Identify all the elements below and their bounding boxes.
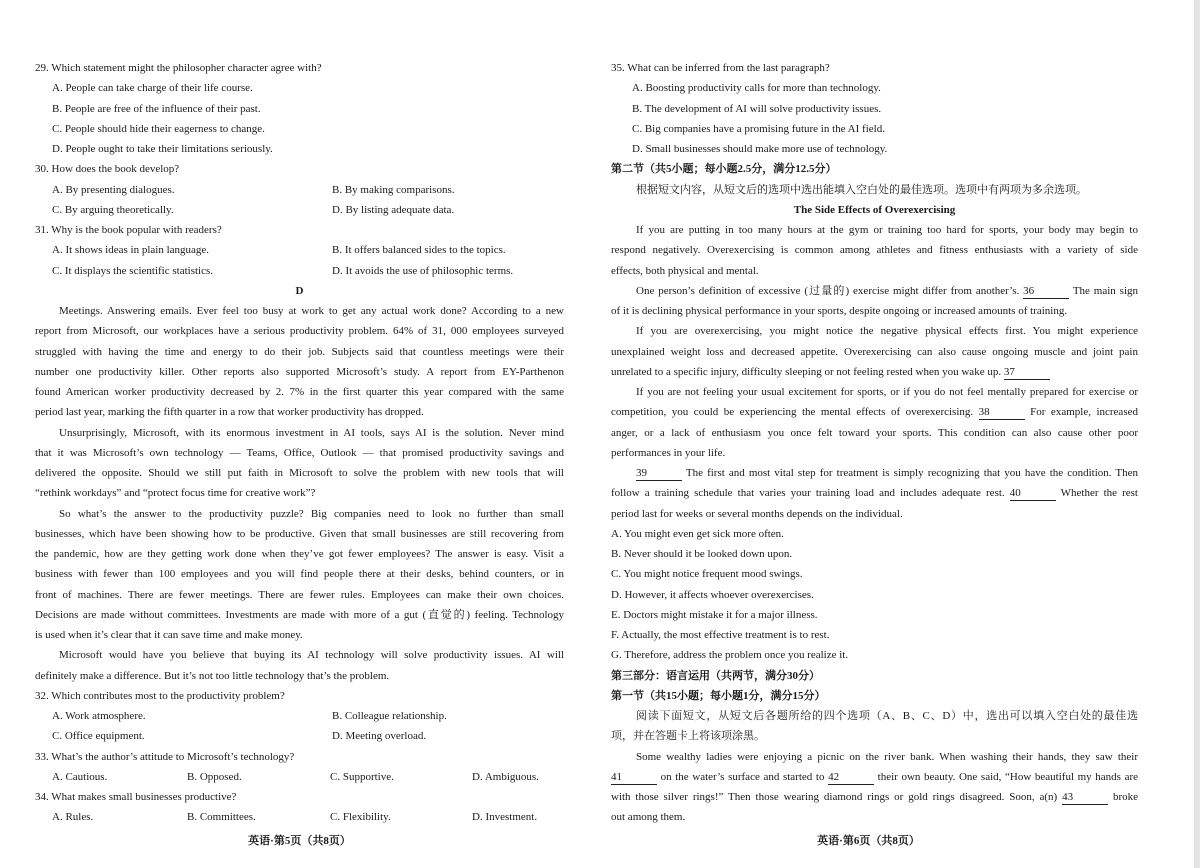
text-line: businesses, which have been showing how to be productive. Given that small businesses are still recovering from: [35, 527, 564, 540]
passage-paragraph: [611, 463, 1138, 524]
text-segment: unrelated to a specific injury, difficulty sleeping or not feeling rested when you wake up.: [611, 365, 1004, 378]
answer-option: A. It shows ideas in plain language.: [52, 244, 210, 257]
text-line: is used when it’s clear that it can save time and make money.: [35, 629, 303, 641]
section-heading: 第一节（共15小题；每小题1分，满分15分）: [611, 689, 826, 702]
option-row: [35, 200, 564, 220]
passage-paragraph: [35, 504, 564, 646]
choice-list: [611, 524, 1138, 666]
text-line: period last for weeks or several months depends on the individual.: [611, 507, 903, 520]
text-line: out among them.: [611, 811, 686, 824]
option-row: [35, 261, 564, 281]
text-line: period last year, marking the fifth quarter in a row that worker productivity has dropped.: [35, 406, 424, 419]
text-line: 根据短文内容，从短文后的选项中选出能填入空白处的最佳选项。选项中有两项为多余选项。: [636, 183, 1087, 196]
question-33: [35, 747, 564, 788]
answer-blank: 43: [1062, 791, 1108, 805]
answer-option: A. Rules.: [52, 811, 94, 824]
question-stem: 32. Which contributes most to the productivity problem?: [35, 689, 285, 702]
passage-paragraph: [611, 220, 1138, 281]
answer-option: B. Colleague relationship.: [332, 710, 447, 722]
answer-blank: 41: [611, 771, 657, 785]
option-row: [35, 767, 564, 787]
answer-option: C. Supportive.: [330, 770, 394, 783]
answer-option: B. People are free of the influence of their past.: [52, 102, 261, 115]
answer-option: D. It avoids the use of philosophic terms.: [332, 264, 514, 277]
choice-option: B. Never should it be looked down upon.: [611, 548, 793, 560]
passage-paragraph: [611, 180, 1138, 200]
passage-title: The Side Effects of Overexercising: [793, 203, 956, 216]
text-line: struggled with having the time and energy to do their job. Subjects said that countless meetings were their: [35, 345, 564, 358]
text-line: If you are putting in too many hours at the gym or training too hard for sports, your body may begin to: [636, 224, 1138, 236]
answer-option: C. People should hide their eagerness to change.: [52, 122, 265, 135]
question-stem: 30. How does the book develop?: [35, 163, 180, 176]
question-31: [35, 220, 564, 281]
page-footer-5: 英语·第5页（共8页）: [248, 835, 351, 847]
text-segment: broke: [1108, 791, 1138, 803]
text-line: [611, 483, 1138, 503]
page-footer-6: 英语·第6页（共8页）: [817, 835, 920, 847]
question-stem: 34. What makes small businesses productive?: [35, 791, 237, 803]
choice-option: D. However, it affects whoever overexercises.: [611, 588, 814, 601]
answer-option: C. It displays the scientific statistics.: [52, 264, 214, 277]
text-line: “rethink workdays” and “protect focus time for creative work”?: [35, 487, 316, 500]
choice-option: G. Therefore, address the problem once you realize it.: [611, 649, 849, 662]
text-line: [611, 362, 1138, 382]
passage-paragraph: [611, 706, 1138, 747]
answer-option: B. Committees.: [187, 811, 256, 824]
question-32: [35, 686, 564, 747]
text-line: performances in your life.: [611, 446, 726, 459]
question-29: [35, 58, 564, 159]
text-line: [611, 463, 1138, 483]
text-line: delivered the opposite. Should we still put faith in Microsoft to solve the problem with new tools that will: [35, 467, 564, 479]
answer-option: A. By presenting dialogues.: [52, 183, 175, 196]
answer-option: A. Cautious.: [52, 770, 108, 783]
choice-option: C. You might notice frequent mood swings.: [611, 568, 803, 581]
section-label: D: [295, 284, 304, 297]
text-segment: with those silver rings!” Then those wearing diamond rings or gold rings disagreed. Soon, a(n): [611, 791, 1063, 803]
answer-blank: 36: [1023, 285, 1069, 299]
option-row: [35, 807, 564, 827]
passage-paragraph: [611, 382, 1138, 463]
text-segment: For example, increased: [1024, 406, 1138, 419]
answer-option: B. It offers balanced sides to the topics.: [332, 244, 506, 257]
answer-option: B. Opposed.: [187, 770, 242, 783]
text-line: [611, 281, 1138, 301]
text-line: number one productivity killer. Other reports also supported Microsoft’s study. A report from EY-Parthenon: [35, 365, 564, 378]
text-line: Microsoft would have you believe that buying its AI technology will solve productivity issues. AI will: [59, 649, 564, 662]
question-stem: 35. What can be inferred from the last paragraph?: [611, 62, 830, 74]
text-segment: competition, you could be experiencing the mental effects of overexercising.: [611, 406, 979, 419]
text-line: If you are not feeling your usual excitement for sports, or if you do not feel mentally prepared for exercise or: [636, 386, 1138, 398]
text-line: effects, both physical and mental.: [611, 264, 759, 277]
passage-paragraph: [611, 321, 1138, 382]
page-5-column: [35, 58, 564, 828]
page-6-column: [611, 58, 1138, 828]
text-line: If you are overexercising, you might notice the negative physical effects first. You might experience: [636, 325, 1138, 338]
section-heading: 第三部分：语言运用（共两节，满分30分）: [611, 669, 820, 682]
text-line: Unsurprisingly, Microsoft, with its enormous investment in AI tools, says AI is the solution. Never mind: [59, 426, 564, 439]
text-segment: on the water’s surface and started to: [657, 770, 829, 783]
text-line: definitely make a difference. But it’s not too little technology that’s the problem.: [35, 669, 390, 682]
text-segment: their own beauty. One said, “How beautiful my hands are: [874, 770, 1138, 783]
choice-option: A. You might even get sick more often.: [611, 527, 784, 540]
text-line: Some wealthy ladies were enjoying a picnic on the river bank. When washing their hands, they saw their: [636, 750, 1138, 763]
answer-option: D. By listing adequate data.: [332, 203, 455, 216]
section-heading: 第二节（共5小题；每小题2.5分，满分12.5分）: [611, 163, 837, 176]
text-segment: The main sign: [1069, 284, 1138, 297]
text-line: Meetings. Answering emails. Ever feel too busy at work to get any actual work done? According to a new: [59, 305, 564, 317]
passage-paragraph: [35, 301, 564, 423]
answer-blank: 38: [979, 406, 1025, 420]
text-line: 阅读下面短文，从短文后各题所给的四个选项（A、B、C、D）中，选出可以填入空白处的最佳选: [636, 710, 1138, 722]
answer-option: A. Work atmosphere.: [52, 710, 146, 722]
text-line: [611, 402, 1138, 422]
choice-option: F. Actually, the most effective treatment is to rest.: [611, 629, 830, 641]
text-line: Decisions are made without committees. Investments are made with more of a gut (直觉的) feeling. Technology: [35, 608, 564, 621]
text-line: [611, 767, 1138, 787]
passage-paragraph: [35, 645, 564, 686]
text-line: 项，并在答题卡上将该项涂黑。: [611, 730, 765, 743]
passage-paragraph: [611, 747, 1138, 828]
text-line: anger, or a lack of enthusiasm you once felt toward your sports. This condition can also cause other poor: [611, 426, 1138, 439]
scan-edge-shadow: [1194, 0, 1200, 868]
answer-option: D. Investment.: [472, 811, 538, 824]
option-row: [35, 240, 564, 260]
text-line: [611, 787, 1138, 807]
question-stem: 31. Why is the book popular with readers?: [35, 224, 222, 236]
answer-option: C. By arguing theoretically.: [52, 203, 174, 216]
question-35: [611, 58, 1138, 159]
text-segment: One person’s definition of excessive (过量的) exercise might differ from another’s.: [636, 284, 1024, 297]
answer-option: B. The development of AI will solve productivity issues.: [632, 102, 882, 115]
text-line: business with fewer than 100 employees and you will find people there at their desks, behind counters, or in: [35, 568, 564, 581]
answer-option: A. Boosting productivity calls for more than technology.: [632, 82, 881, 95]
answer-blank: 37: [1004, 366, 1050, 380]
option-row: [35, 180, 564, 200]
option-row: [35, 706, 564, 726]
answer-option: D. Meeting overload.: [332, 730, 427, 743]
text-line: that it was Microsoft’s own technology — Teams, Office, Outlook — that promised productivity savings and: [35, 446, 564, 459]
text-line: of it is declining physical performance in your sports, despite ongoing or increased amounts of training.: [611, 305, 1068, 317]
question-34: [35, 787, 564, 828]
choice-option: E. Doctors might mistake it for a major illness.: [611, 608, 818, 621]
answer-option: B. By making comparisons.: [332, 183, 455, 196]
answer-option: D. People ought to take their limitations seriously.: [52, 143, 273, 155]
text-line: report from Microsoft, our workplaces have a serious productivity problem. 64% of 31, 000 employees surveyed: [35, 325, 564, 338]
text-line: So what’s the answer to the productivity puzzle? Big companies need to look no further than small: [59, 507, 564, 520]
text-line: found American worker productivity decreased by 2. 7% in the first quarter this year compared with the same: [35, 386, 564, 398]
text-line: respond negatively. Overexercising is common among athletes and fitness enthusiasts with a variety of side: [611, 244, 1138, 257]
answer-option: C. Big companies have a promising future in the AI field.: [632, 122, 885, 135]
answer-blank: 39: [636, 467, 682, 481]
passage-paragraph: [611, 281, 1138, 322]
answer-blank: 40: [1010, 487, 1056, 501]
answer-option: C. Flexibility.: [330, 811, 391, 824]
answer-option: D. Small businesses should make more use of technology.: [632, 143, 888, 155]
question-30: [35, 159, 564, 220]
text-segment: follow a training schedule that varies your training load and includes adequate rest.: [611, 487, 1010, 500]
text-line: unexplained weight loss and decreased appetite. Overexercising can also cause ongoing muscle and joint pain: [611, 345, 1138, 358]
text-line: the pandemic, how are they getting work done when they’ve got fewer employees? The answer is easy. Visit a: [35, 548, 564, 560]
answer-option: D. Ambiguous.: [472, 770, 539, 783]
text-segment: The first and most vital step for treatment is simply recognizing that you have the condition. Then: [682, 467, 1138, 479]
question-stem: 33. What’s the author’s attitude to Microsoft’s technology?: [35, 750, 295, 763]
answer-blank: 42: [828, 771, 874, 785]
text-line: front of machines. There are fewer meetings. There are fewer rules. Employees can make their own choices.: [35, 588, 564, 601]
answer-option: C. Office equipment.: [52, 730, 145, 743]
answer-option: A. People can take charge of their life course.: [52, 82, 253, 95]
question-stem: 29. Which statement might the philosopher character agree with?: [35, 62, 322, 74]
passage-paragraph: [35, 423, 564, 504]
text-segment: Whether the rest: [1055, 487, 1138, 500]
option-row: [35, 726, 564, 746]
